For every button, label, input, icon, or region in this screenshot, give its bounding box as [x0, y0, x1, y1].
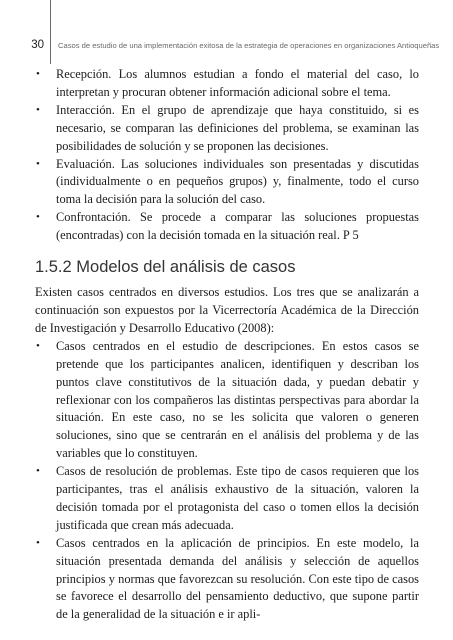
- list-item: [35, 338, 419, 463]
- list-item-text: Casos centrados en el estudio de descripciones. En estos casos se pretende que los participantes analicen, identifiquen y describan los puntos clave constitutivos de la situación dada, y puedan debatir y reflexionar con los compañeros las distintas perspectivas para abordar la situación. En este caso, no se les solicita que valoren o generen soluciones, sino que se centrarán en el análisis del problema y de las variables que lo constituyen.: [56, 338, 419, 461]
- list-item: [35, 535, 419, 625]
- list-item-text: Interacción. En el grupo de aprendizaje que haya constituido, si es necesario, se comparan las definiciones del problema, se examinan las posibilidades de solución y se proponen las decisiones.: [56, 102, 419, 153]
- bullet-icon: •: [36, 339, 40, 352]
- case-models-list: [35, 338, 419, 625]
- section-intro-paragraph: Existen casos centrados en diversos estudios. Los tres que se analizarán a continuación son expuestos por la Vicerrectoría Académica de la Dirección de Investigación y Desarrollo Educativo (2008):: [35, 285, 419, 335]
- process-steps-list: [35, 66, 419, 245]
- list-item-text: Confrontación. Se procede a comparar las soluciones propuestas (encontradas) con la decisión tomada en la situación real. P 5: [56, 210, 419, 243]
- bullet-icon: •: [36, 536, 40, 549]
- header-divider: [50, 0, 51, 64]
- running-title: Casos de estudio de una implementación exitosa de la estrategia de operaciones en organizaciones Antioqueñas: [58, 41, 440, 50]
- page-body: [35, 66, 419, 624]
- page-header: [0, 0, 453, 66]
- bullet-icon: •: [36, 68, 40, 80]
- list-item-text: Recepción. Los alumnos estudian a fondo el material del caso, lo interpretan y procuran obtener información adicional sobre el tema.: [56, 67, 419, 99]
- list-item: [35, 463, 419, 535]
- bullet-icon: •: [36, 211, 40, 224]
- list-item-text: Casos centrados en la aplicación de principios. En este modelo, la situación presentada demanda del análisis y selección de aquellos principios y normas que favorezcan su resolución. Con este tipo de casos se favorece el desarrollo del pensamiento deductivo, que supone partir de la generalidad de la situación e ir apli-: [56, 535, 419, 622]
- list-item: [35, 156, 419, 210]
- bullet-icon: •: [36, 157, 40, 170]
- list-item: [35, 209, 419, 245]
- list-item: [35, 102, 419, 156]
- list-item-text: Evaluación. Las soluciones individuales son presentadas y discutidas (individualmente o en pequeños grupos) y, finalmente, todo el curso toma la decisión para la solución del caso.: [56, 156, 419, 207]
- bullet-icon: •: [36, 103, 40, 116]
- list-item: [35, 66, 419, 102]
- bullet-icon: •: [36, 465, 40, 478]
- list-item-text: Casos de resolución de problemas. Este tipo de casos requieren que los participantes, tras el análisis exhaustivo de la situación, valoren la decisión tomada por el protagonista del caso o tomen ellos la decisión justificada que crean más adecuada.: [56, 464, 419, 532]
- page-number: 30: [31, 39, 44, 51]
- section-heading: 1.5.2 Modelos del análisis de casos: [35, 258, 296, 277]
